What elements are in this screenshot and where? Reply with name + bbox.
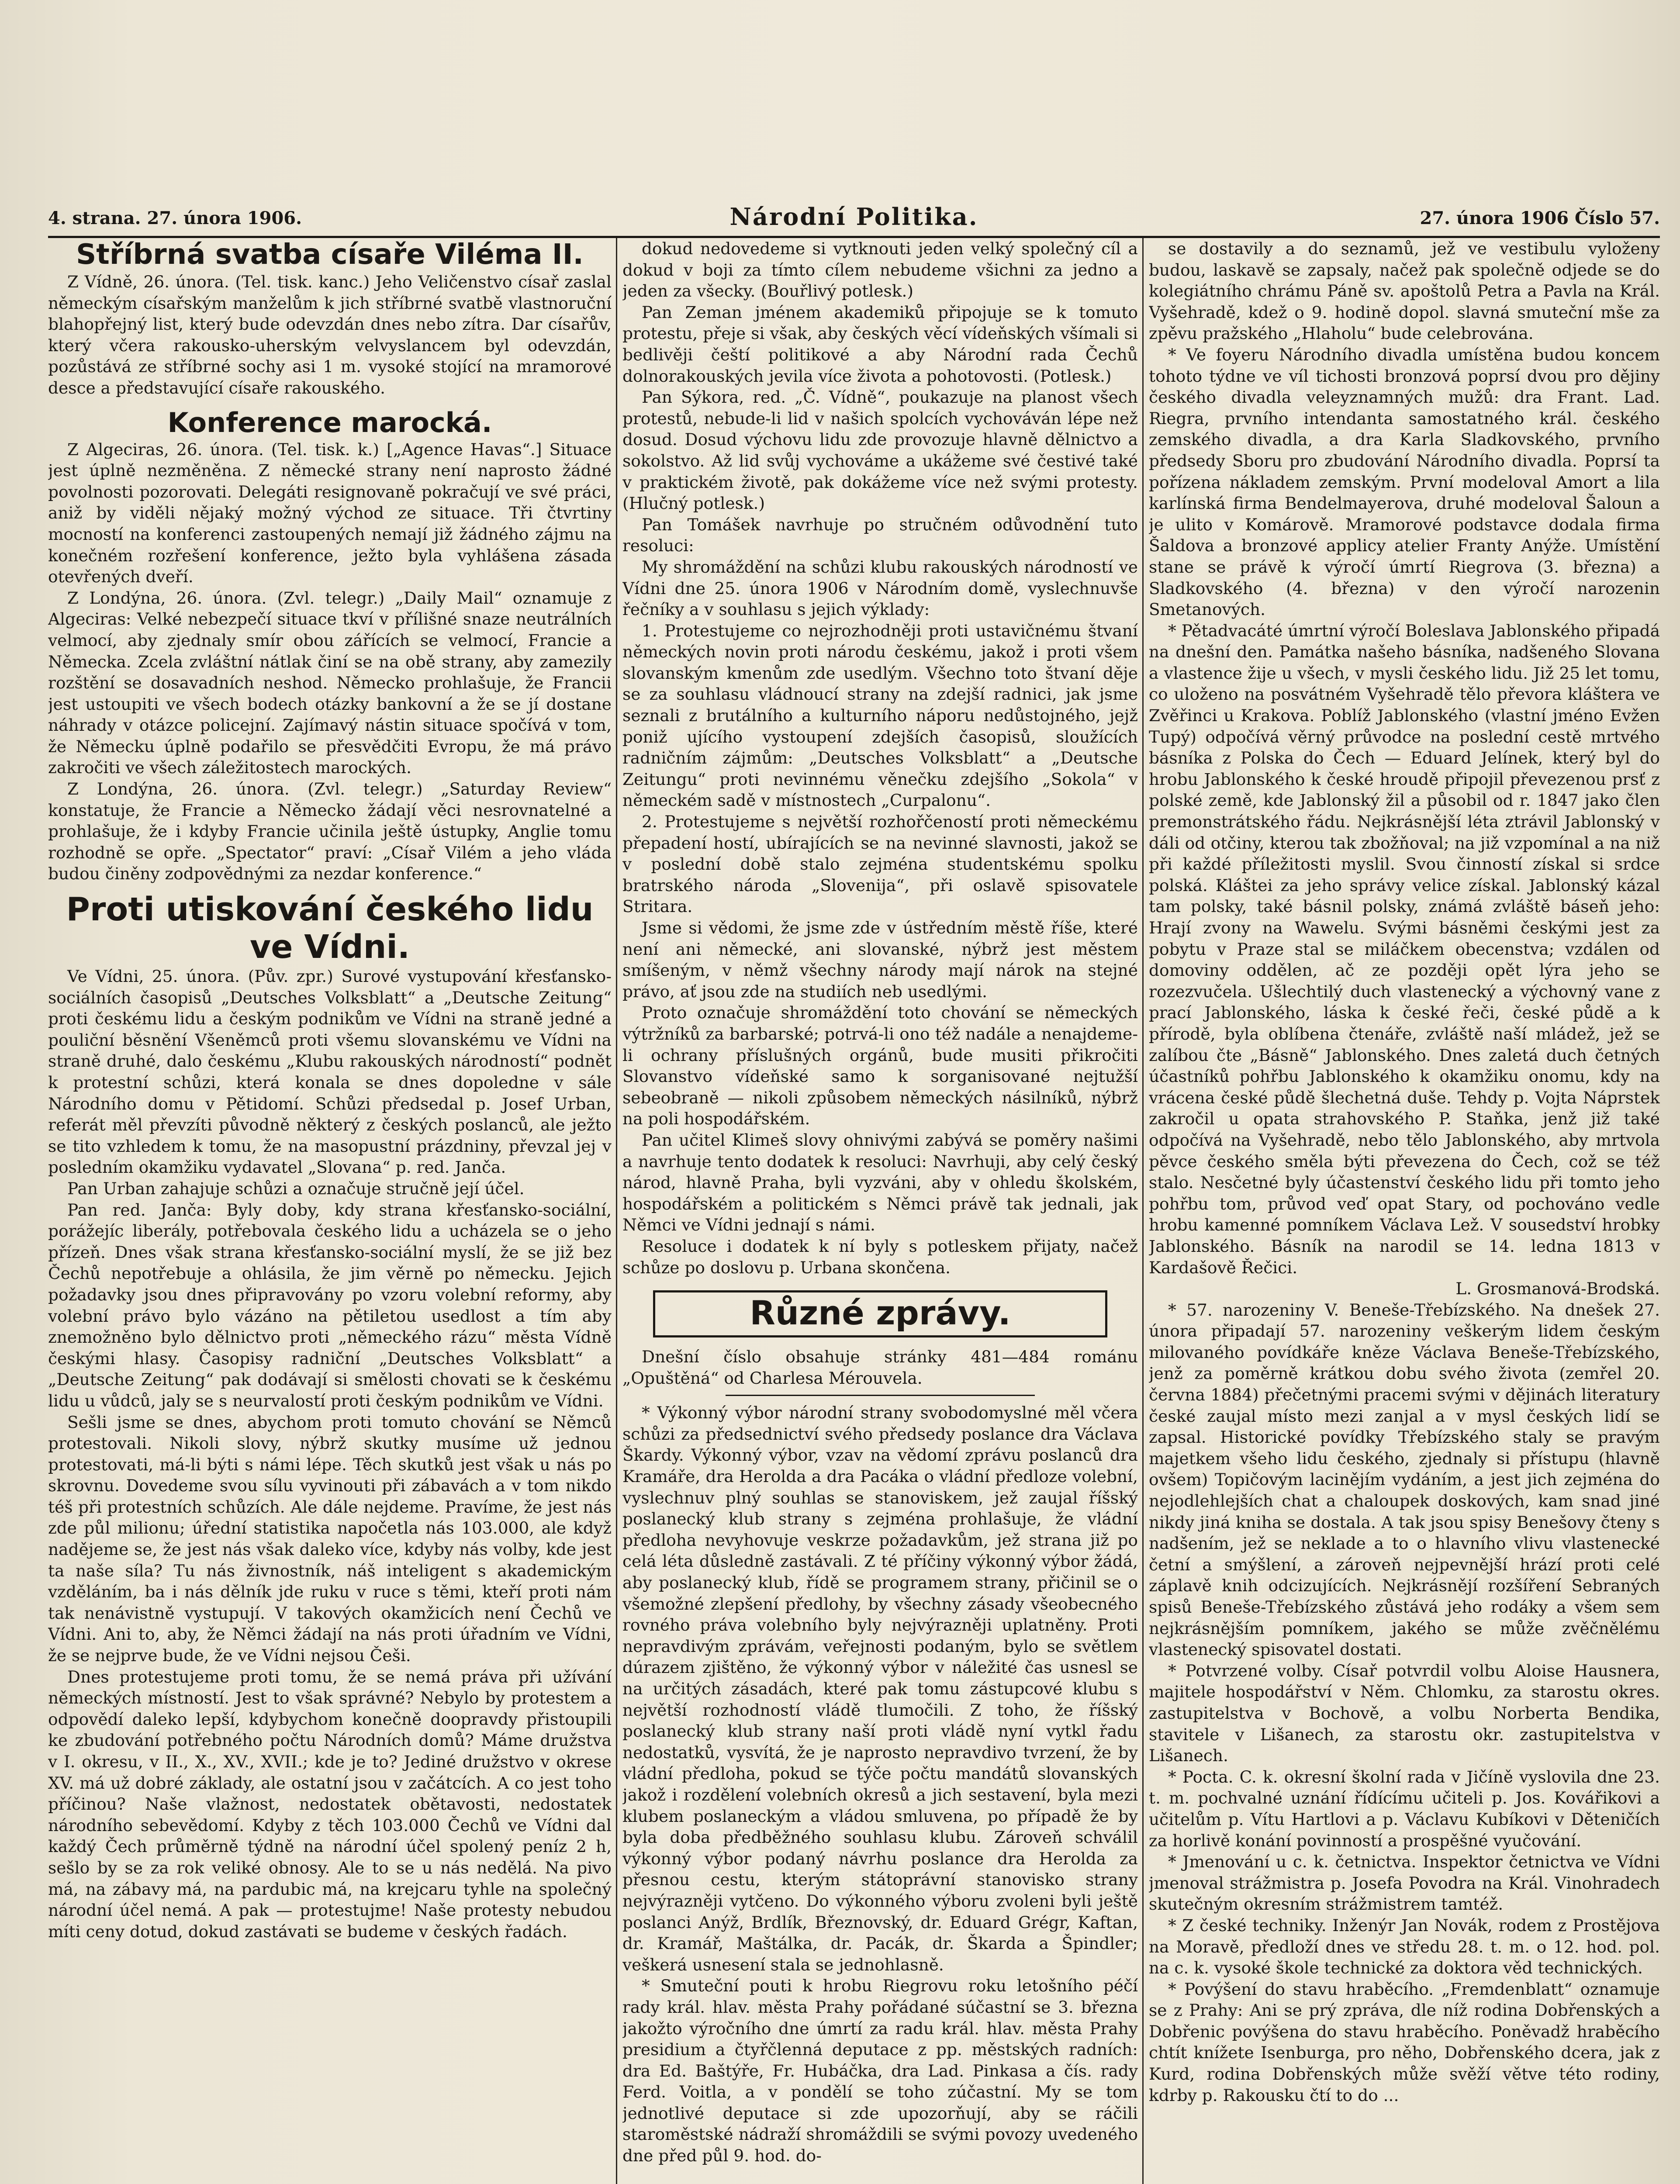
column-rule — [616, 238, 617, 2184]
article-paragraph: Resoluce i dodatek k ní byly s potleskem přijaty, načež schůze po doslovu p. Urbana skončena. — [622, 1236, 1138, 1277]
article-paragraph: Sešli jsme se dnes, abychom proti tomuto chování se Němců protestovali. Nikoli slovy, nýbrž skutky musíme už jednou protestovati, má-li býti s námi lépe. Těch skutků jest však u nás po skrovnu. Dovedeme svou sílu vyvinouti při zábavách a v tom nikdo téš při protestních schůzích. Ale dále nejdeme. Pravíme, že jest nás zde půl milionu; úřední statistika napočetla nás 103.000, ale když nadějeme se, že jest nás však daleko více, kdyby nás volby, kde jest ta naše síla? Tu nás živnostník, náš inteligent s akademickým vzděláním, ba i nás dělník jde ruku v ruce s těmi, kteří proti nám tak nenávistně vystupují. V takových okamžicích není Čechů ve Vídni. Ani to, aby, že Němci žádají na nás proti úřadním ve Vídni, že se nejprve bude, že ve Vídni nejsou Češi. — [48, 1412, 612, 1666]
article-paragraph: dokud nedovedeme si vytknouti jeden velký společný cíl a dokud v boji za tímto cílem nebudeme všichni za jedno a jeden za všecky. (Bouřlivý potlesk.) — [622, 239, 1138, 301]
article-paragraph: * Pocta. C. k. okresní školní rada v Jičíně vyslovila dne 23. t. m. pochvalné uznání řídícímu učiteli p. Jos. Kovářikovi a učitelům p. Vítu Hartlovi a p. Václavu Kubíkovi v Děteničích za horlivě konání povinností a prospěšné vyučování. — [1149, 1767, 1660, 1850]
article-paragraph: Z Londýna, 26. února. (Zvl. telegr.) „Saturday Review“ konstatuje, že Francie a Německo žádají věci nesrovnatelné a prohlašuje, že i kdyby Francie učinila ještě ústupky, Anglie tomu rozhodně se opře. „Spectator“ praví: „Císař Vilém a jeho vláda budou činěny zodpovědnými za nezdar konference.“ — [48, 779, 612, 884]
article-paragraph: * Potvrzené volby. Císař potvrdil volbu Aloise Hausnera, majitele hospodářství v Něm. Chlomku, za starostu okres. zastupitelstva v Bochově, a volbu Norberta Bendika, stavitele v Lišanech, za starostu okr. zastupitelstva v Lišanech. — [1149, 1661, 1660, 1766]
article-paragraph: * Výkonný výbor národní strany svobodomyslné měl včera schůzi za předsednictví svého předsedy poslance dra Václava Škardy. Výkonný výbor, vzav na vědomí zprávu poslanců dra Kramáře, dra Herolda a dra Pacáka o vládní předloze volební, vyslechnuv plný souhlas se stanoviskem, jež zaujal říšský poslanecký klub strany s zejména prohlašuje, že vládní předloha nevyhovuje veskrze požadavkům, jež strana již po celá léta důsledně zastávali. Z té příčiny výkonný výbor žádá, aby poslanecký klub, řídě se programem strany, přičinil se o všemožné zlepšení předlohy, by všechny zásady všeobecného rovného práva volebního byly nejvýrazněji uplatněny. Proti nepravdivým zprávám, veřejnosti podaným, bylo se světlem dúrazem zjištěno, že výkonný výbor v náležité čas usnesl se na určitých zásadách, které pak tomu zástupcové klubu s největší rozhodností vládě tlumočili. Z toho, že říšský poslanecký klub strany naší proti vládě nyní vytkl řadu nedostatků, vysvítá, že je naprosto nepravdivo tvrzení, že by vládní předloha, pokud se týče počtu mandátů slovanských jakož i rozdělení volebních okresů a jich sestavení, byla mezi klubem poslaneckým a vládou smluvena, po případě že by byla doba předběžného souhlasu klubu. Zároveň schválil výkonný výbor podaný návrhu poslance dra Herolda za přesnou cestu, kterým státoprávní stanovisko strany nejvýrazněji vytčeno. Do výkonného výboru zvoleni byli ještě poslanci Anýž, Brdlík, Březnovský, dr. Eduard Grégr, Kaftan, dr. Kramář, Maštálka, dr. Pacák, dr. Škarda a Špindler; veškerá usnesení stala se jednohlasně. — [622, 1403, 1138, 1974]
article-paragraph: * Ve foyeru Národního divadla umístěna budou koncem tohoto týdne ve víl tichosti bronzová poprsí dvou pro dějiny českého divadla veleyznamných mužů: dra Frant. Lad. Riegra, prvního intendanta samostatného král. českého zemského divadla, a dra Karla Sladkovského, prvního předsedy Sboru pro zbudování Národního divadla. Poprsí ta pořízena nákladem zemským. První modeloval Amort a lila karlínská firma Bendelmayerova, druhé modeloval Šaloun a je ulito v Komárově. Mramorové podstavce dodala firma Šaldova a bronzové applicy atelier Franty Anýže. Umístění stane se právě k výročí úmrtí Riegrova (3. března) a Sladkovského (4. března) v den výročí narozenin Smetanových. — [1149, 345, 1660, 619]
article-paragraph: Pan Tomášek navrhuje po stručném odůvodnění tuto resoluci: — [622, 515, 1138, 556]
article-paragraph: se dostavily a do seznamů, jež ve vestibulu vyloženy budou, laskavě se zapsaly, načež pak společně odjede se do kolegiátního chrámu Páně sv. apoštolů Petra a Pavla na Král. Vyšehradě, kdež o 9. hodině dopol. slavná smuteční mše za zpěvu pražského „Hlaholu“ bude celebrována. — [1149, 239, 1660, 343]
article-title-jubilee: Stříbrná svatba císaře Viléma II. — [76, 238, 584, 271]
section-title-news: Různé zprávy. — [653, 1290, 1107, 1337]
header-issue-date: 27. února 1906 Číslo 57. — [1420, 208, 1660, 228]
column-rule — [1142, 238, 1144, 2184]
column-2 — [622, 238, 1138, 2184]
article-paragraph: Dnešní číslo obsahuje stránky 481—484 románu „Opuštěná“ od Charlesa Mérouvela. — [622, 1347, 1138, 1388]
article-paragraph: * Smuteční pouti k hrobu Riegrovu roku letošního péčí rady král. hlav. města Prahy pořádané súčastní se 3. března jakožto výročního dne úmrtí za radu král. hlav. města Prahy presidium a čtyřčlenná deputace z pp. městských radních: dra Ed. Baštýře, Fr. Hubáčka, dra Lad. Pinkasa a čís. rady Ferd. Voitla, a v pondělí se toho zúčastní. My se tom jednotlivé deputace si zde upozorňují, aby se ráčili staroměstské nádraží shromáždili se svými povozy uvedeného dne před půl 9. hod. do- — [622, 1976, 1138, 2166]
article-title-protest: Proti utiskování českého lidu ve Vídni. — [66, 891, 594, 966]
author-signature: L. Grosmanová-Brodská. — [1455, 1279, 1660, 1299]
article-paragraph: My shromáždění na schůzi klubu rakouských národností ve Vídni dne 25. února 1906 v Národním domě, vyslechnuvše řečníky a v souhlasu s jejich výklady: — [622, 557, 1138, 619]
article-paragraph: 2. Protestujeme s největší rozhořčeností proti německému přepadení hostí, ubírajících se na nevinné slavnosti, jakož se v poslední době stalo zejména studentskému spolku bratrského národa „Slovenija“, při oslavě spisovatele Stritara. — [622, 812, 1138, 916]
column-1 — [48, 238, 612, 2184]
article-paragraph: Proto označuje shromáždění toto chování se německých výtržníků za barbarské; potrvá-li ono též nadále a nenajdeme-li ochrany příslušných orgánů, bude musiti přikročiti Slovanstvo vídeňské samo k sorganisované nejtužší sebeobraně — nikoli způsobem německých násilníků, nýbrž na poli hospodářském. — [622, 1003, 1138, 1129]
article-paragraph: * Jmenování u c. k. četnictva. Inspektor četnictva ve Vídni jmenoval strážmistra p. Josefa Povodra na Král. Vinohradech skutečným okresním strážmistrem tamtéž. — [1149, 1852, 1660, 1914]
article-paragraph: Dnes protestujeme proti tomu, že se nemá práva při užívání německých místností. Jest to však správné? Nebylo by protestem a odpovědí daleko lepší, kdybychom konečně doopravdy přistoupili ke zbudování potřebného počtu Národních domů? Máme družstva v I. okresu, v II., X., XV., XVII.; kde je to? Jediné družstvo v okrese XV. má už dobré základy, ale ostatní jsou v začátcích. A co jest toho příčinou? Naše vlažnost, nedostatek obětavosti, nedostatek národního sebevědomí. Kdyby z těch 103.000 Čechů ve Vídni dal každý Čech průměrně týdně na národní účel spolený peníz 2 h, sešlo by se za rok veliké obnosy. Ale to se u nás nedělá. Na pivo má, na zábavy má, na pardubic má, na krejcaru tyhle na společný národní účel nemá. A pak — protestujme! Naše protesty nebudou míti ceny dotud, dokud zastávati se budeme v českých řadách. — [48, 1667, 612, 1941]
article-paragraph: * Z české techniky. Inženýr Jan Novák, rodem z Prostějova na Moravě, předloží dnes ve středu 28. t. m. o 12. hod. pol. na c. k. vysoké škole technické za doktora věd technických. — [1149, 1915, 1660, 1978]
article-paragraph: Pan Sýkora, red. „Č. Vídně“, poukazuje na planost všech protestů, nebude-li lid v našich spolcích vychováván lépe než dosud. Dosud výchovu lidu zde provozuje hlavně dělnictvo a sokolstvo. Až lid svůj vychováme a ukážeme své čestivé také v praktickém životě, pak dokážeme více než svými protesty. (Hlučný potlesk.) — [622, 387, 1138, 513]
article-paragraph: Z Vídně, 26. února. (Tel. tisk. kanc.) Jeho Veličenstvo císař zaslal německým císařským manželům k jich stříbrné svatbě vlastnoruční blahopřejný list, který bude odevzdán dnes nebo zítra. Dar císařův, který včera rakousko-uherským velvyslancem byl odevzdán, pozůstává ze stříbrné sochy asi 1 m. vysoké stojící na mramorové desce a představující císaře rakouského. — [48, 272, 612, 397]
divider — [726, 1395, 1035, 1396]
article-paragraph: Pan učitel Klimeš slovy ohnivými zabývá se poměry našimi a navrhuje tento dodatek k resoluci: Navrhuji, aby celý český národ, hlavně Praha, byli vyzváni, aby v ohledu školském, hospodářském a politickém s Němci právě tak jednali, jak Němci ve Vídni jednají s námi. — [622, 1130, 1138, 1235]
article-paragraph: Ve Vídni, 25. února. (Pův. zpr.) Surové vystupování křesťansko-sociálních časopisů „Deutsches Volksblatt“ a „Deutsche Zeitung“ proti českému lidu a českým podnikům ve Vídni na straně jedné a pouliční běsnění Všeněmců proti všemu slovanskému ve Vídni na straně druhé, dalo českému „Klubu rakouských národností“ podnět k protestní schůzi, která konala se dnes dopoledne v sále Národního domu v Pětidomí. Schůzi předsedal p. Josef Urban, referát měl převzíti původně některý z českých poslanců, ale ježto se tito vzhledem k tomu, že na masopustní prázdniny, převzal jej v posledním okamžiku vydavatel „Slovana“ p. red. Janča. — [48, 967, 612, 1177]
article-paragraph: Pan red. Janča: Byly doby, kdy strana křesťansko-sociální, porážejíc liberály, potřebovala českého lidu a ucházela se o jeho přízeň. Dnes však strana křesťansko-sociální myslí, že se již bez Čechů nepotřebuje a ohlásila, že jim věrně po německu. Jejich požadavky jsou dnes připravovány po vzoru volební reformy, aby volební právo bylo vázáno na pětiletou usedlost a tím aby znemožněno bylo dělnictvo proti „německého rázu“ města Vídně českými hlasy. Časopisy radniční „Deutsches Volksblatt“ a „Deutsche Zeitung“ pak dodávají si smělosti chovati se k českému lidu u vůdců, jaly se s neurvalostí proti českým podnikům ve Vídni. — [48, 1200, 612, 1410]
article-paragraph: * Pětadvacáté úmrtní výročí Boleslava Jablonského připadá na dnešní den. Památka našeho básníka, nadšeného Slovana a vlastence žije u všech, v mysli českého lidu. Již 25 let tomu, co uloženo na posvátném Vyšehradě tělo převora kláštera ve Zvěřinci u Krakova. Poblíž Jablonského (vlastní jméno Evžen Tupý) odpočívá věrný průvodce na poslední cestě mrtvého básníka z Polska do Čech — Eduard Jelínek, který byl do hrobu Jablonského k české hroudě připojil převezenou prsť z polské země, kde Jablonský žil a působil od r. 1847 jako člen premonstrátského řádu. Nejkrásnější léta ztrávil Jablonský v dáli od otčiny, kterou tak zbožňoval; na již vzpomínal a na niž při každé příležitosti myslil. Svou činností získal si srdce polská. Kláštei za jeho správy velice získal. Jablonský kázal tam polsky, také básnil polsky, známá zvláště báseň jeho: Hrají zvony na Wawelu. Svými básněmi českými jest za pobytu v Praze stal se miláčkem obecenstva; vzdálen od domoviny oddělen, ač ze později opět lýra jeho se rozezvučela. Ušlechtilý duch vlastenecký a výchovný vane z prací Jablonského, láska k české řeči, české půdě a k přírodě, byla oblíbena čtenáře, zvláště naší mládež, jež se zalíbou čte „Básně“ Jablonského. Dnes zaletá duch četných účastníků pohřbu Jablonského k okamžiku onomu, kdy na vrácena české půdě šlechetná duše. Tehdy p. Vojta Náprstek zakročil u opata strahovského P. Staňka, jenž již také odpočívá na Vyšehradě, nebo tělo Jablonského, aby mrtvola pěvce českého směla býti převezena do Čech, což se též stalo. Nesčetné byly účastenství českého lidu při tomto jeho pohřbu tom, průvod veď opat Stary, od pochováno vedle hrobu kamenné pomníkem Václava Lež. V sousedství hrobky Jablonského. Básník na narodil se 14. ledna 1813 v Kardašově Řečici. — [1149, 621, 1660, 1277]
page-header — [48, 205, 1660, 238]
column-3 — [1149, 238, 1660, 2184]
article-paragraph: Z Algeciras, 26. února. (Tel. tisk. k.) [„Agence Havas“.] Situace jest úplně nezměněna. Z německé strany není naprosto žádné povolnosti pozorovati. Delegáti resignovaně pokračují ve své práci, aniž by viděli nějaký možný východ ze situace. Tři čtvrtiny mocností na konferenci zastoupených nemají již žádného zájmu na konečném rozřešení konference, ježto byla vyhlášena zásada otevřených dveří. — [48, 439, 612, 587]
article-paragraph: Jsme si vědomi, že jsme zde v ústředním městě říše, které není ani německé, ani slovanské, nýbrž jest městem smíšeným, v němž všechny národy mají nárok na stejné právo, ať jsou zde na studiích neb usedlými. — [622, 918, 1138, 1001]
masthead-title: Národní Politika. — [729, 203, 978, 231]
article-paragraph: Pan Urban zahajuje schůzi a označuje stručně její účel. — [67, 1178, 525, 1198]
article-paragraph: Pan Zeman jménem akademiků připojuje se k tomuto protestu, přeje si však, aby českých věcí vídeňských všímali si bedlivěji čeští politikové a aby Národní rada Čechů dolnorakouských jevila více života a pohotovosti. (Potlesk.) — [622, 302, 1138, 386]
article-paragraph: Z Londýna, 26. února. (Zvl. telegr.) „Daily Mail“ oznamuje z Algeciras: Velké nebezpečí situace tkví v přílišné snaze neutrálních velmocí, aby zjednaly smír obou zářících se velmocí, Francie a Německa. Zcela zvláštní nátlak činí se na obě strany, aby zamezily rozštění se dosavadních neshod. Německo prohlašuje, že Francii jest ustoupiti ve všech bodech otázky bankovní a že se jí dostane náhrady v otázce policejní. Zajímavý nástin situace spočívá v tom, že Německu úplně podařilo se přesvědčiti Evropu, že má právo zakročiti ve všech záležitostech marockých. — [48, 588, 612, 778]
article-paragraph: 1. Protestujeme co nejrozhodněji proti ustavičnému štvaní německých novin proti národu českému, jakož i proti všem slovanským kmenům zde usedlým. Všechno toto štvaní děje se za souhlasu vládnoucí strany na zdejší radnici, jak jsme seznali z brutálního a kulturního náporu nedůstojného, jejž poniž ujícího vystoupení zdejších časopisů, sloužících radničním zájmům: „Deutsches Volksblatt“ a „Deutsche Zeitungu“ proti nevinnému věnečku zdejšího „Sokola“ v německém sadě v místnostech „Curpalonu“. — [622, 621, 1138, 810]
article-paragraph: * Povýšení do stavu hraběcího. „Fremdenblatt“ oznamuje se z Prahy: Ani se prý zpráva, dle níž rodina Dobřenských a Dobřenic povýšena do stavu hraběcího. Poněvadž hraběcího chtít knížete Isenburga, pro něho, Dobřenského dcera, jak z Kurd, rodina Dobřenských může svěží větve této rodiny, kdrby p. Rakousku čtí to do ... — [1149, 1979, 1660, 2105]
article-title-conference: Konference marocká. — [167, 406, 492, 439]
header-page-number: 4. strana. 27. února 1906. — [48, 208, 302, 228]
article-paragraph: * 57. narozeniny V. Beneše-Třebízského. Na dnešek 27. února připadají 57. narozeniny veškerým lidem českým milovaného povídkáře kněze Václava Beneše-Třebízského, jenž za poměrně krátkou dobu svého života (zemřel 20. června 1884) přečetnými pracemi svými v dějinách literatury české zaujal místo mezi zanjal a v mysl českých lidí se zapsal. Historické povídky Třebízského staly se pravým majetkem všeho lidu českého, zjednaly si přístupu (hlavně ovšem) Topičovým lacinějím vydáním, a jest jich zejména do nejodlehlejších chat a chaloupek doskových, kam snad jiné nikdy jiná kniha se dostala. A tak jsou spisy Benešovy čteny s nadšením, jež se neklade a to o hlavního vlivu vlastenecké četní a smýšlení, a zároveň nejpevnější hrází proti celé záplavě knih odcizujících. Nejkrásnějí rozšíření Sebraných spisů Beneše-Třebízského zůstává jeho rodáky a všem sem nejkrásnějším pomníkem, jakého se může zvěčnělému vlastenecký spisovatel dostati. — [1149, 1300, 1660, 1659]
